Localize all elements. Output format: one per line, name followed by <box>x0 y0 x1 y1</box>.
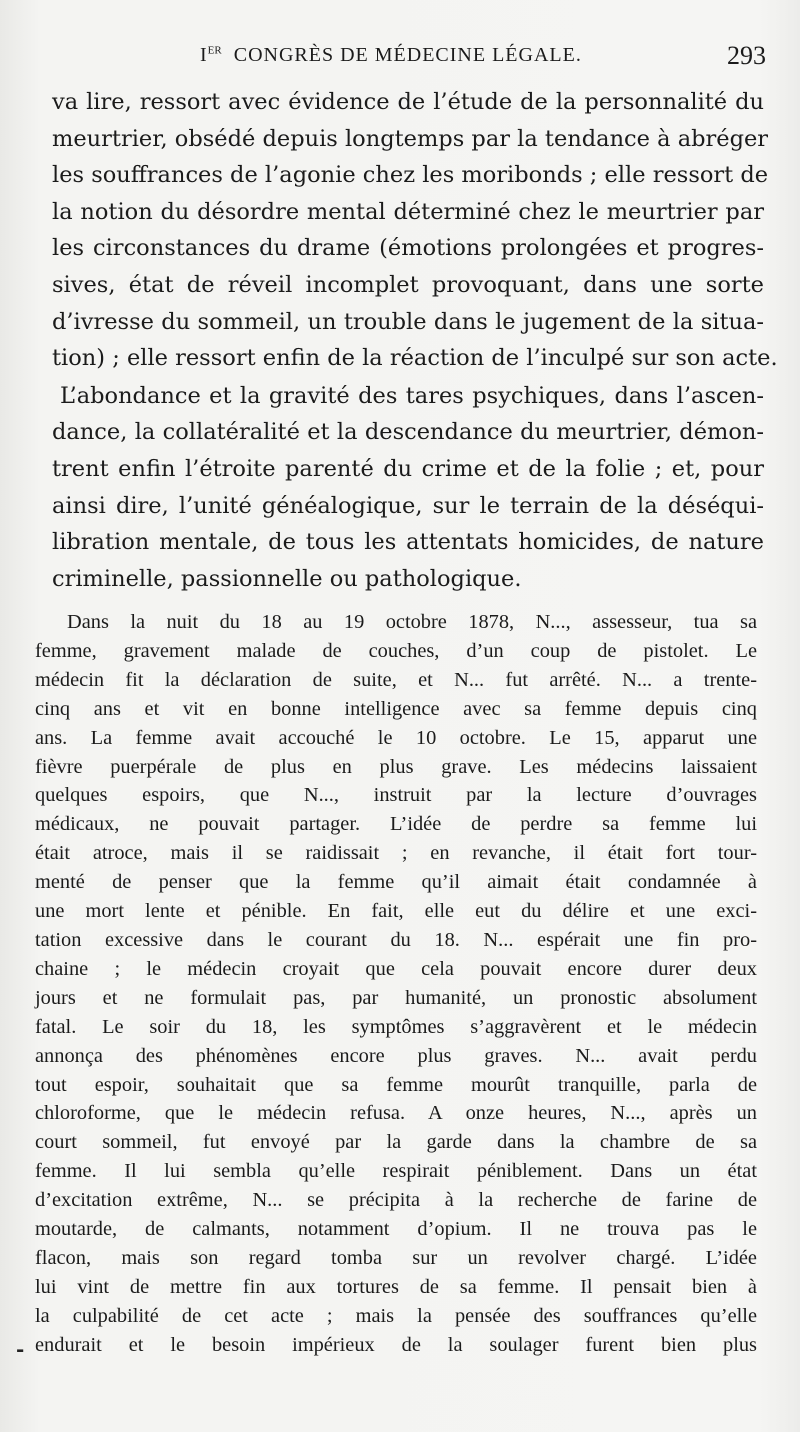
case-line: lui vint de mettre fin aux tortures de sa femme. Il pensait bien à <box>35 1275 757 1298</box>
case-line: quelques espoirs, que N..., instruit par la lecture d’ouvrages <box>35 784 757 807</box>
text-line: d’ivresse du sommeil, un trouble dans le jugement de la situa- <box>52 308 764 335</box>
text-line: la notion du désordre mental déterminé chez le meurtrier par <box>52 198 764 225</box>
ordinal-suffix: ER <box>207 44 222 57</box>
text-line: criminelle, passionnelle ou pathologique. <box>52 565 522 592</box>
case-line: médecin fit la déclaration de suite, et N... fut arrêté. N... a trente- <box>35 668 757 691</box>
text-line: ainsi dire, l’unité généalogique, sur le terrain de la déséqui- <box>52 492 764 519</box>
case-line: était atroce, mais il se raidissait ; en revanche, il était fort tour- <box>35 842 757 865</box>
case-line: fatal. Le soir du 18, les symptômes s’aggravèrent et le médecin <box>35 1015 757 1038</box>
case-line: chaine ; le médecin croyait que cela pouvait encore durer deux <box>35 957 757 980</box>
paragraph-heredity <box>52 378 764 598</box>
case-line: une mort lente et pénible. En fait, elle eut du délire et une exci- <box>35 900 757 923</box>
case-line: la culpabilité de cet acte ; mais la pensée des souffrances qu’elle <box>35 1304 757 1327</box>
case-line: jours et ne formulait pas, par humanité, un pronostic absolument <box>35 986 757 1009</box>
case-line: flacon, mais son regard tomba sur un revolver chargé. L’idée <box>35 1246 757 1269</box>
case-line: court sommeil, fut envoyé par la garde dans la chambre de sa <box>35 1131 757 1154</box>
text-line: L’abondance et la gravité des tares psychiques, dans l’ascen- <box>60 382 764 409</box>
case-line: endurait et le besoin impérieux de la soulager furent bien plus <box>35 1333 757 1356</box>
text-line: va lire, ressort avec évidence de l’étude de la personnalité du <box>52 89 764 115</box>
case-report <box>35 608 757 1360</box>
case-line: annonça des phénomènes encore plus graves. N... avait perdu <box>35 1044 757 1067</box>
margin-dash-mark: - <box>16 1337 25 1361</box>
case-line: fièvre puerpérale de plus en plus grave. Les médecins laissaient <box>35 755 757 778</box>
running-title <box>200 44 582 67</box>
case-line: femme. Il lui sembla qu’elle respirait péniblement. Dans un état <box>35 1160 757 1183</box>
congress-title: CONGRÈS DE MÉDECINE LÉGALE. <box>233 44 582 66</box>
text-line: les souffrances de l’agonie chez les moribonds ; elle ressort de <box>52 162 769 189</box>
text-line: dance, la collatéralité et la descendance du meurtrier, démon- <box>52 419 764 446</box>
case-line: menté de penser que la femme qu’il aimait était condamnée à <box>35 871 757 894</box>
text-line: meurtrier, obsédé depuis longtemps par la tendance à abréger <box>52 125 769 152</box>
text-line: trent enfin l’étroite parenté du crime et de la folie ; et, pour <box>52 455 764 482</box>
text-line: les circonstances du drame (émotions prolongées et progres- <box>52 235 764 262</box>
page-number: 293 <box>727 41 766 70</box>
case-line: ans. La femme avait accouché le 10 octobre. Le 15, apparut une <box>35 726 757 749</box>
main-text <box>52 84 778 597</box>
text-line: libration mentale, de tous les attentats homicides, de nature <box>52 529 764 556</box>
text-line: tion) ; elle ressort enfin de la réaction de l’inculpé sur son acte. <box>52 345 778 372</box>
case-line: tation excessive dans le courant du 18. N... espérait une fin pro- <box>35 928 757 951</box>
case-line: Dans la nuit du 18 au 19 octobre 1878, N..., assesseur, tua sa <box>67 611 757 633</box>
case-line: d’excitation extrême, N... se précipita à la recherche de farine de <box>35 1189 757 1212</box>
paragraph-conclusion <box>52 84 778 377</box>
text-line: sives, état de réveil incomplet provoquant, dans une sorte <box>52 271 764 298</box>
case-line: chloroforme, que le médecin refusa. A onze heures, N..., après un <box>35 1102 757 1125</box>
case-line: médicaux, ne pouvait partager. L’idée de perdre sa femme lui <box>35 813 757 836</box>
case-line: tout espoir, souhaitait que sa femme mourût tranquille, parla de <box>35 1073 757 1096</box>
case-line: cinq ans et vit en bonne intelligence avec sa femme depuis cinq <box>35 697 757 720</box>
congress-ordinal: I <box>200 44 208 66</box>
running-header <box>30 41 770 74</box>
case-line: femme, gravement malade de couches, d’un coup de pistolet. Le <box>35 639 757 662</box>
case-line: moutarde, de calmants, notamment d’opium. Il ne trouva pas le <box>35 1218 757 1241</box>
